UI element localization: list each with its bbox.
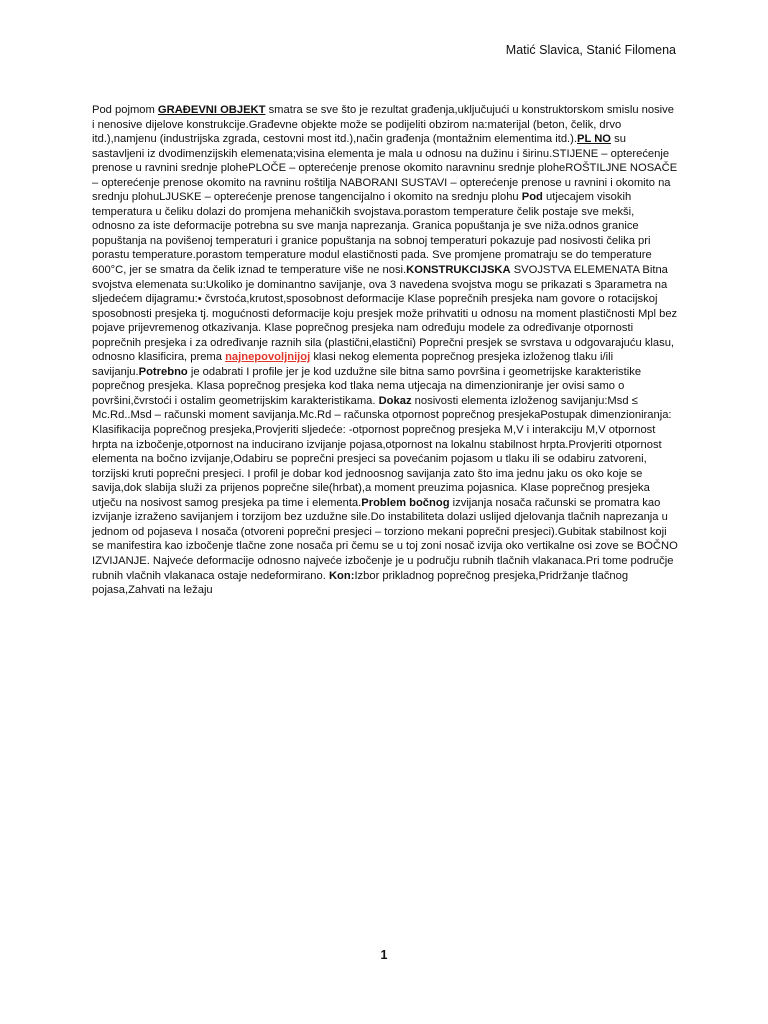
body-paragraph bbox=[92, 103, 678, 598]
body-text-run: Izbor prikladnog poprečnog presjeka,Pridržanje tlačnog pojasa,Zahvati na ležaju bbox=[92, 569, 629, 597]
keyword-konstrukcijska: KONSTRUKCIJSKA bbox=[406, 264, 511, 277]
body-text-run: Pod pojmom bbox=[92, 104, 158, 116]
body-text-run: izvijanja nosača računski se promatra kao izvijanje izraženo savijanjem i torzijom bez uzdužne sile.Do instabiliteta dolazi uslijed djelovanja tlačnih naprezanja u jednom od pojaseva I nosača (otvoreni poprečni presjeci – torziono mekani poprečni presjeci).Gubitak stabilnost koji se manifestira kao izbočenje tlačne zone nosača pri čemu se u toj zoni nosač izvija oko vertikalne osi zove se BOČNO IZVIJANJE. Najveće deformacije odnosno najveće izbočenje je u području rubnih tlačnih vlakanaca.Pri tome područje rubnih vlačnih vlakanaca ostaje nedeformirano. bbox=[92, 496, 678, 582]
header-authors: Matić Slavica, Stanić Filomena bbox=[505, 43, 676, 57]
keyword-pl-no: PL NO bbox=[577, 133, 611, 146]
body-text-run: su sastavljeni iz dvodimenzijskih elemenata;visina elementa je mala u odnosu na dužinu i širinu.STIJENE – opterećenje prenose u ravnini srednje plohePLOČE – opterećenje prenose okomito naravninu srednje ploheROŠTILJNE NOSAČE – opterećenje prenose okomito na ravninu roštilja NABORANI SUSTAVI – opterećenje prenose u ravnini i okomito na srednju plohuLJUSKE – opterećenje prenose tangencijalno i okomito na srednju plohu bbox=[92, 133, 678, 204]
body-text-run: nosivosti elementa izloženog savijanju:Msd ≤ Mc.Rd..Msd – računski moment savijanja.Mc.Rd – računska otpornost poprečnog presjekaPostupak dimenzioniranja: Klasifikacija poprečnog presjeka,Provjeriti sljedeće: -otpornost poprečnog presjeka M,V i interakciju M,V otpornost hrpta na izbočenje,otpornost na inducirano izvijanje pojasa,otpornost na lokalnu stabilnost hrpta.Provjeriti otpornost elementa na bočno izvijanje,Odabiru se poprečni presjeci sa povećanim pojasom u tlaku ili se odabiru zatvoreni, torzijski kruti poprečni presjeci. I profil je dobar kod jednoosnog savijanja zato što ima jednu jaku os oko koje se savija,dok slabija služi za prijenos poprečne sile(hrbat),a moment preuzima pojasnica. Klase poprečnog presjeka utječu na nosivost samog presjeka pa time i elementa. bbox=[92, 394, 672, 509]
keyword-kon: Kon: bbox=[328, 569, 355, 582]
keyword-problem-bocnog: Problem bočnog bbox=[361, 496, 450, 509]
keyword-pod: Pod bbox=[521, 191, 543, 204]
page-number: 1 bbox=[380, 948, 388, 962]
body-text-run: SVOJSTVA ELEMENATA Bitna svojstva elemenata su:Ukoliko je dominantno savijanje, ova 3 navedena svojstva mogu se prikazati s 3parametra na sljedećem dijagramu:• čvrstoća,krutost,sposobnost deformacije Klase poprečnih presjeka nam govore o rotacijskoj sposobnosti presjeka tj. mogućnosti deformacije koju presjek može prihvatiti u odnosu na moment plastičnosti Mpl bez pojave prijevremenog otkazivanja. Klase poprečnog presjeka nam određuju modele za određivanje otpornosti poprečnih presjeka i za određivanje raznih sila (plastični,elastični) Poprečni presjek se svrstava u odgovarajuću klasu, odnosno klasificira, prema bbox=[92, 264, 678, 364]
keyword-potrebno: Potrebno bbox=[138, 365, 188, 378]
keyword-gradjevni-objekt: GRAĐEVNI OBJEKT bbox=[157, 104, 266, 116]
body-text-run: utjecajem visokih temperatura u čeliku dolazi do promjena mehaničkih svojstava.porastom temperature čelik postaje sve mekši, odnosno za iste deformacije potrebna su sve manja naprezanja. Granica popuštanja je sve niža.odnos granice popuštanja na povišenoj temperaturi i granice popuštanja na sobnoj temperaturi pokazuje pad nosivosti čelika pri porastu temperature.porastom temperature modul elastičnosti pada. Sve promjene promatraju se do temperature 600°C, jer se smatra da čelik iznad te temperature više ne nosi. bbox=[92, 191, 652, 277]
keyword-dokaz: Dokaz bbox=[378, 394, 412, 407]
body-text-run: klasi nekog elementa poprečnog presjeka izloženog tlaku i/ili savijanju. bbox=[92, 351, 614, 378]
keyword-najnepovoljnijoj: najnepovoljnijoj bbox=[225, 351, 311, 364]
body-text-run: je odabrati I profile jer je kod uzdužne sile bitna samo površina i geometrijske karakteristike poprečnog presjeka. Klasa poprečnog presjeka kod tlaka nema utjecaja na dimenzioniranje jer ovisi samo o površini,čvrstoći i ostalim geometrijskim karakteristikama. bbox=[92, 365, 642, 407]
body-text-run: smatra se sve što je rezultat građenja,uključujući u konstruktorskom smislu nosive i nenosive dijelove konstrukcije.Građevne objekte može se podijeliti obzirom na:materijal (beton, čelik, drvo itd.),namjenu (industrijska zgrada, cestovni most itd.),način građenja (montažnim elementima itd.). bbox=[92, 104, 674, 146]
